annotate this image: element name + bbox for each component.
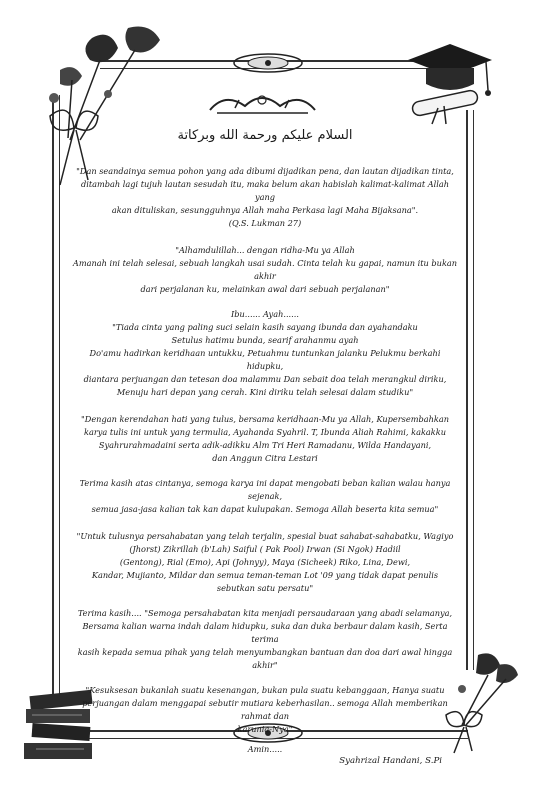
quran-quote-line: akan dituliskan, sesungguhnya Allah maha Perkasa lagi Maha Bijaksana". (111, 205, 419, 215)
closing-quote-line: karunia-Nya" (237, 724, 293, 734)
gratitude-line: "Alhamdulillah... dengan ridha-Mu ya Allah (175, 245, 355, 255)
signature: Syahrizal Handani, S.Pi (339, 756, 442, 766)
top-ornament-icon (232, 52, 304, 74)
parents-line: Setulus hatimu bunda, searif arahanmu ayah (171, 335, 359, 345)
friends-line: (Gentong), Rial (Emo), Api (Johnyy), Maya (Sicheek) Riko, Lina, Dewi, (119, 557, 411, 567)
thanks-friends-line: kasih kepada semua pihak yang telah menyumbangkan bantuan dan doa dari awal hingga akhir" (77, 647, 453, 670)
friends-line: sebutkan satu persatu" (216, 583, 314, 593)
quran-quote-line: "Dan seandainya semua pohon yang ada dibumi dijadikan pena, dan lautan dijadikan tinta, (76, 166, 454, 176)
arabic-greeting: السلام عليكم ورحمة الله وبركاتة (177, 128, 353, 143)
dedication-line: Syahrurahmadaini serta adik-adikku Alm Tri Heri Ramadanu, Wilda Handayani, (98, 440, 432, 450)
parents-heading: Ibu...... Ayah...... (231, 309, 299, 319)
friends-line: (Jhorst) Zikrillah (b'Lah) Saiful ( Pak Pool) Irwan (Si Ngok) Hadiil (129, 544, 401, 554)
dedication-content (72, 128, 458, 766)
amin-text: Amin..... (247, 744, 283, 754)
thanks-friends-line: Terima kasih.... "Semoga persahabatan kita menjadi persaudaraan yang abadi selamanya, (77, 608, 453, 618)
parents-line: "Tiada cinta yang paling suci selain kasih sayang ibunda dan ayahandaku (112, 322, 418, 332)
bismillah-calligraphy-icon (205, 88, 320, 118)
dedication-line: karya tulis ini untuk yang termulia, Ayahanda Syahril. T, Ibunda Aliah Rahimi, kakakku (84, 427, 446, 437)
dedication-line: dan Anggun Citra Lestari (212, 453, 318, 463)
friends-line: Kandar, Mujianto, Mildar dan semua teman-teman Lot '09 yang tidak dapat penulis (91, 570, 439, 580)
dedication-line: "Dengan kerendahan hati yang tulus, bersama keridhaan-Mu ya Allah, Kupersembahkan (81, 414, 449, 424)
quran-quote-line: ditambah lagi tujuh lautan sesudah itu, maka belum akan habislah kalimat-kalimat Allah yang (80, 179, 450, 202)
gratitude-line: dari perjalanan ku, melainkan awal dari sebuah perjalanan" (140, 284, 390, 294)
parents-line: Do'amu hadirkan keridhaan untukku, Petuahmu tuntunkan jalanku Pelukmu berkahi hidupku, (89, 348, 441, 371)
gratitude-line: Amanah ini telah selesai, sebuah langkah usai sudah. Cinta telah ku gapai, namun itu bukan akhir (72, 258, 458, 281)
closing-quote-line: "Kesuksesan bukanlah suatu kesenangan, bukan pula suatu kebanggaan, Hanya suatu (85, 685, 445, 695)
closing-quote-line: perjuangan dalam menggapai sebutir mutiara keberhasilan.. semoga Allah memberikan rahmat dan (82, 698, 448, 721)
thanks-friends-line: Bersama kalian warna indah dalam hidupku, suka dan duka berbaur dalam kasih, Serta terima (82, 621, 448, 644)
thanks-family-line: semua jasa-jasa kalian tak kan dapat kulupakan. Semoga Allah beserta kita semua" (91, 504, 439, 514)
parents-line: diantara perjuangan dan tetesan doa malammu Dan sebait doa telah merangkul diriku, (83, 374, 447, 384)
thanks-family-line: Terima kasih atas cintanya, semoga karya ini dapat mengobati beban kalian walau hanya sejenak, (79, 478, 451, 501)
frame-right-border (466, 110, 474, 670)
quran-quote-citation: (Q.S. Lukman 27) (228, 218, 302, 228)
graduation-cap-icon (398, 38, 498, 128)
friends-line: "Untuk tulusnya persahabatan yang telah terjalin, spesial buat sahabat-sahabatku, Wagiyo (76, 531, 454, 541)
parents-line: Menuju hari depan yang cerah. Kini diriku telah selesai dalam studiku" (116, 387, 414, 397)
